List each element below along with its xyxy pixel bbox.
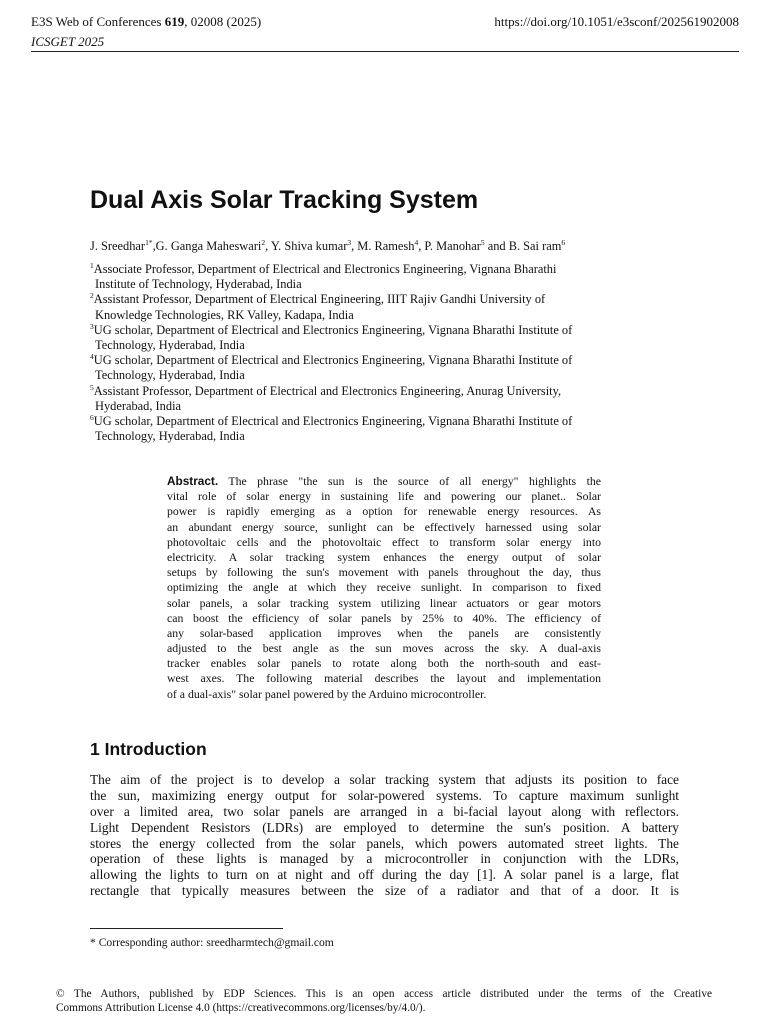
author-affiliation-marker: 5 [480, 237, 485, 247]
affiliation-marker: 3 [90, 321, 94, 331]
abstract-line [167, 504, 601, 519]
abstract-line [167, 520, 601, 535]
author-name: P. Manohar [424, 239, 481, 253]
affiliation-line: Technology, Hyderabad, India [95, 368, 245, 383]
paper-title: Dual Axis Solar Tracking System [90, 186, 479, 214]
conference-name: ICSGET 2025 [31, 34, 105, 49]
section-heading-introduction: 1 Introduction [90, 739, 207, 759]
affiliation-line [90, 292, 670, 307]
abstract-line [167, 611, 601, 626]
author-affiliation-marker: 2 [261, 237, 266, 247]
author-separator: , [152, 239, 156, 253]
affiliation-line [90, 384, 670, 399]
abstract-line [167, 596, 601, 611]
paragraph-line: over a limited area, two solar panels are arranged in a bi-facial layout along with reflectors. [90, 803, 679, 819]
affiliation-line: Technology, Hyderabad, India [95, 429, 245, 444]
abstract-line [167, 687, 601, 702]
abstract-heading: Abstract. [167, 474, 219, 488]
affiliation-marker: 2 [90, 291, 94, 301]
author-separator: , [351, 239, 358, 253]
abstract-text: an abundant energy source, sunlight can be effectively harnessed using solar [167, 519, 601, 534]
license-line: Commons Attribution License 4.0 (https://creativecommons.org/licenses/by/4.0/). [56, 1001, 426, 1014]
affiliation-item [90, 323, 670, 353]
abstract-text: photovoltaic cells and the photovoltaic effect to transform solar energy into [167, 534, 601, 549]
affiliation-text: UG scholar, Department of Electrical and Electronics Engineering, Vignana Bharathi Institute of [93, 322, 573, 337]
affiliation-marker: 4 [90, 352, 94, 362]
author-name: J. Sreedhar [90, 239, 146, 253]
license-line: © The Authors, published by EDP Sciences. This is an open access article distributed under the terms of the Creative [56, 988, 712, 1000]
journal-citation [31, 12, 261, 32]
affiliation-marker: 6 [90, 412, 94, 422]
doi-link[interactable]: https://doi.org/10.1051/e3sconf/202561902008 [494, 14, 739, 29]
journal-name: E3S Web of Conferences [31, 14, 162, 29]
author-name: Y. Shiva kumar [270, 239, 348, 253]
article-number: , 02008 (2025) [184, 14, 262, 29]
paragraph-line: operation of these lights is managed by a microcontroller in conjunction with the LDRs, [90, 851, 679, 867]
affiliation-line: Institute of Technology, Hyderabad, India [95, 277, 302, 292]
abstract-text: solar panels, a solar tracking system utilizing linear actuators or gear motors [167, 595, 601, 610]
affiliation-line [90, 323, 670, 338]
paragraph-line: allowing the lights to turn on at night and off during the day [1]. A solar panel is a large, flat [90, 867, 679, 883]
affiliation-line: Hyderabad, India [95, 398, 182, 413]
author-separator: and [484, 239, 509, 253]
author-email-link[interactable]: sreedharmtech@gmail.com [206, 936, 334, 949]
abstract-line [167, 474, 601, 489]
journal-volume: 619 [164, 14, 185, 29]
paragraph-line: the sun, maximizing energy output for solar-powered systems. To capture maximum sunlight [90, 787, 679, 803]
paragraph-line: rectangle that typically measures between the size of a radiator and that of a door. It is [90, 883, 679, 899]
author-affiliation-marker: 6 [561, 237, 566, 247]
abstract-line [167, 535, 601, 550]
author-separator: , [265, 239, 271, 253]
abstract-block [167, 474, 601, 702]
abstract-text: adjusted to the best angle as the sun moves across the sky. A dual-axis [167, 641, 601, 656]
abstract-line [167, 656, 601, 671]
affiliation-item [90, 353, 670, 383]
affiliation-item [90, 292, 670, 322]
license-notice [56, 988, 712, 1015]
header-divider [31, 51, 739, 52]
affiliation-line [90, 262, 670, 277]
abstract-line [167, 550, 601, 565]
affiliation-item [90, 384, 670, 414]
abstract-line [167, 671, 601, 686]
abstract-text: electricity. A solar tracking system enhances the energy output of solar [167, 549, 601, 564]
author-affiliation-marker: 1* [145, 237, 153, 247]
author-list [90, 238, 565, 254]
abstract-text: can boost the efficiency of solar panels by 25% to 40%. The efficiency of [167, 610, 601, 625]
affiliation-text: UG scholar, Department of Electrical and Electronics Engineering, Vignana Bharathi Institute of [93, 353, 573, 368]
abstract-text: tracker enables solar panels to rotate along both the north-south and east- [167, 656, 601, 671]
abstract-text: west axes. The following material describes the layout and implementation [167, 671, 601, 686]
abstract-text: any solar-based application improves when the panels are consistently [167, 625, 601, 640]
affiliation-marker: 1 [90, 260, 94, 270]
affiliation-text: Assistant Professor, Department of Electrical and Electronics Engineering, Anurag University, [93, 383, 562, 398]
paragraph-line: stores the energy collected from the solar panels, which powers automated street lights. The [90, 835, 679, 851]
abstract-line [167, 626, 601, 641]
footnote-label: * Corresponding author: [90, 936, 207, 949]
affiliation-text: Associate Professor, Department of Electrical and Electronics Engineering, Vignana Bharathi [93, 262, 557, 276]
affiliation-line: Knowledge Technologies, RK Valley, Kadapa, India [95, 307, 354, 322]
abstract-text: of a dual-axis" solar panel powered by the Arduino microcontroller. [167, 686, 487, 701]
paragraph-line: Light Dependent Resistors (LDRs) are employed to determine the sun's position. A battery [90, 819, 679, 835]
abstract-text: optimizing the angle at which they receive sunlight. In comparison to fixed [167, 580, 601, 595]
affiliation-text: UG scholar, Department of Electrical and Electronics Engineering, Vignana Bharathi Institute of [93, 414, 573, 429]
author-affiliation-marker: 3 [347, 237, 352, 247]
affiliation-line: Technology, Hyderabad, India [95, 338, 245, 353]
author-name: M. Ramesh [357, 239, 415, 253]
paragraph-line: The aim of the project is to develop a solar tracking system that adjusts its position to face [90, 772, 679, 787]
affiliation-list [90, 262, 670, 444]
author-affiliation-marker: 4 [414, 237, 419, 247]
running-header-left [31, 12, 261, 52]
footnote-divider [90, 928, 283, 929]
affiliation-item [90, 262, 670, 292]
affiliation-marker: 5 [90, 382, 94, 392]
affiliation-line [90, 414, 670, 429]
abstract-text: The phrase "the sun is the source of all energy" highlights the [218, 474, 601, 488]
author-name: B. Sai ram [508, 239, 562, 253]
abstract-line [167, 565, 601, 580]
abstract-text: setups by following the sun's movement with panels throughout the day, thus [167, 565, 601, 580]
author-separator: , [418, 239, 425, 253]
introduction-body [90, 772, 679, 899]
abstract-text: power is rapidly emerging as a option for renewable energy resources. As [167, 504, 601, 519]
corresponding-author-footnote [90, 935, 334, 951]
abstract-line [167, 489, 601, 504]
affiliation-line [90, 353, 670, 368]
affiliation-item [90, 414, 670, 444]
abstract-text: vital role of solar energy in sustaining life and powering our planet.. Solar [167, 489, 601, 504]
affiliation-text: Assistant Professor, Department of Electrical Engineering, IIIT Rajiv Gandhi University of [93, 292, 546, 307]
author-name: G. Ganga Maheswari [155, 239, 262, 253]
abstract-line [167, 580, 601, 595]
abstract-line [167, 641, 601, 656]
